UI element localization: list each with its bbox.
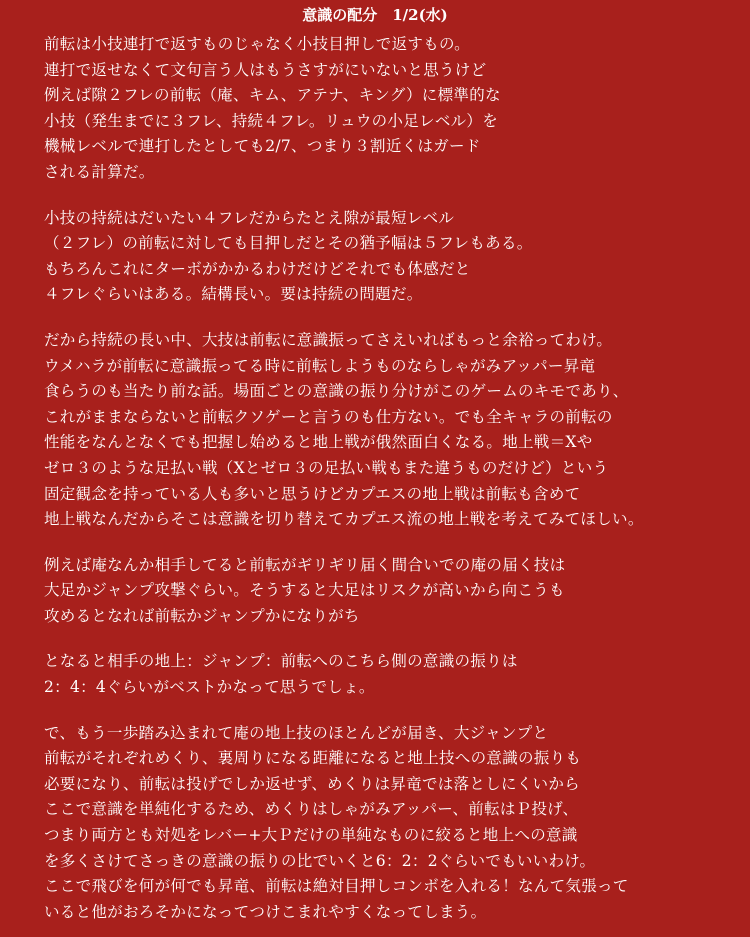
paragraph-4	[44, 553, 750, 630]
paragraph-3	[44, 328, 750, 533]
text-line: 機械レベルで連打したとしても2/7、つまり３割近くはガード	[44, 137, 481, 156]
text-line: ゼロ３のような足払い戦（Xとゼロ３の足払い戦もまた違うものだけど）という	[44, 458, 609, 477]
text-line: 必要になり、前転は投げでしか返せず、めくりは昇竜では落としにくいから	[44, 774, 580, 793]
text-line: 地上戦なんだからそこは意識を切り替えてカプエス流の地上戦を考えてみてほしい。	[44, 510, 644, 529]
text-line: だから持続の長い中、大技は前転に意識振ってさえいればもっと余裕ってわけ。	[44, 330, 613, 349]
paragraph-gap	[44, 308, 750, 328]
text-line: これがままならないと前転クソゲーと言うのも仕方ない。でも全キャラの前転の	[44, 407, 613, 426]
text-line: 攻めるとなれば前転かジャンプかになりがち	[44, 606, 360, 625]
text-line: される計算だ。	[44, 162, 155, 181]
text-line: 連打で返せなくて文句言う人はもうさすがにいないと思うけど	[44, 60, 487, 79]
text-line: 前転は小技連打で返すものじゃなく小技目押しで返すもの。	[44, 35, 470, 53]
paragraph-gap	[44, 701, 750, 721]
text-line: 2：4：4ぐらいがベストかなって思うでしょ。	[44, 678, 375, 697]
text-line: 例えば庵なんか相手してると前転がギリギリ届く間合いでの庵の届く技は	[44, 555, 566, 574]
text-line: 例えば隙２フレの前転（庵、キム、アテナ、キング）に標準的な	[44, 86, 501, 105]
text-line: いると他がおろそかになってつけこまれやすくなってしまう。	[44, 902, 487, 921]
text-line: もちろんこれにターボがかかるわけだけどそれでも体感だと	[44, 259, 471, 278]
paragraph-2	[44, 206, 750, 308]
text-line: （２フレ）の前転に対しても目押しだとその猶予幅は５フレもある。	[44, 234, 533, 253]
paragraph-1	[44, 32, 750, 186]
text-line: 小技の持続はだいたい４フレだからたとえ隙が最短レベル	[44, 208, 455, 227]
paragraph-gap	[44, 629, 750, 649]
text-line: 大足かジャンプ攻撃ぐらい。そうすると大足はリスクが高いから向こうも	[44, 581, 565, 600]
paragraph-6	[44, 721, 750, 926]
paragraph-gap	[44, 186, 750, 206]
text-line: で、もう一歩踏み込まれて庵の地上技のほとんどが届き、大ジャンプと	[44, 723, 549, 742]
text-line: つまり両方とも対処をレバー+大Ｐだけの単純なものに絞ると地上への意識	[44, 826, 578, 845]
text-line: ここで意識を単純化するため、めくりはしゃがみアッパー、前転はＰ投げ、	[44, 800, 579, 819]
paragraph-5	[44, 649, 750, 700]
text-line: 食らうのも当たり前な話。場面ごとの意識の振り分けがこのゲームのキモであり、	[44, 382, 629, 401]
text-line: ウメハラが前転に意識振ってる時に前転しようものならしゃがみアッパー昇竜	[44, 356, 596, 375]
text-line: を多くさけてさっきの意識の振りの比でいくと6：2：2ぐらいでもいいわけ。	[44, 851, 596, 870]
text-line: ４フレぐらいはある。結構長い。要は持続の問題だ。	[44, 285, 423, 304]
text-line: 小技（発生までに３フレ、持続４フレ。リュウの小足レベル）を	[44, 111, 499, 130]
paragraph-gap	[44, 533, 750, 553]
text-line: となると相手の地上：ジャンプ：前転へのこちら側の意識の振りは	[44, 652, 518, 671]
text-line: 性能をなんとなくでも把握し始めると地上戦が俄然面白くなる。地上戦＝Xや	[44, 433, 593, 452]
text-line: 固定観念を持っている人も多いと思うけどカプエスの地上戦は前転も含めて	[44, 484, 581, 503]
text-line: 前転がそれぞれめくり、裏周りになる距離になると地上技への意識の振りも	[44, 749, 582, 768]
page-title: 意識の配分 1/2(水)	[302, 6, 448, 24]
text-line: ここで飛びを何が何でも昇竜、前転は絶対目押しコンボを入れる！なんて気張って	[44, 877, 629, 896]
